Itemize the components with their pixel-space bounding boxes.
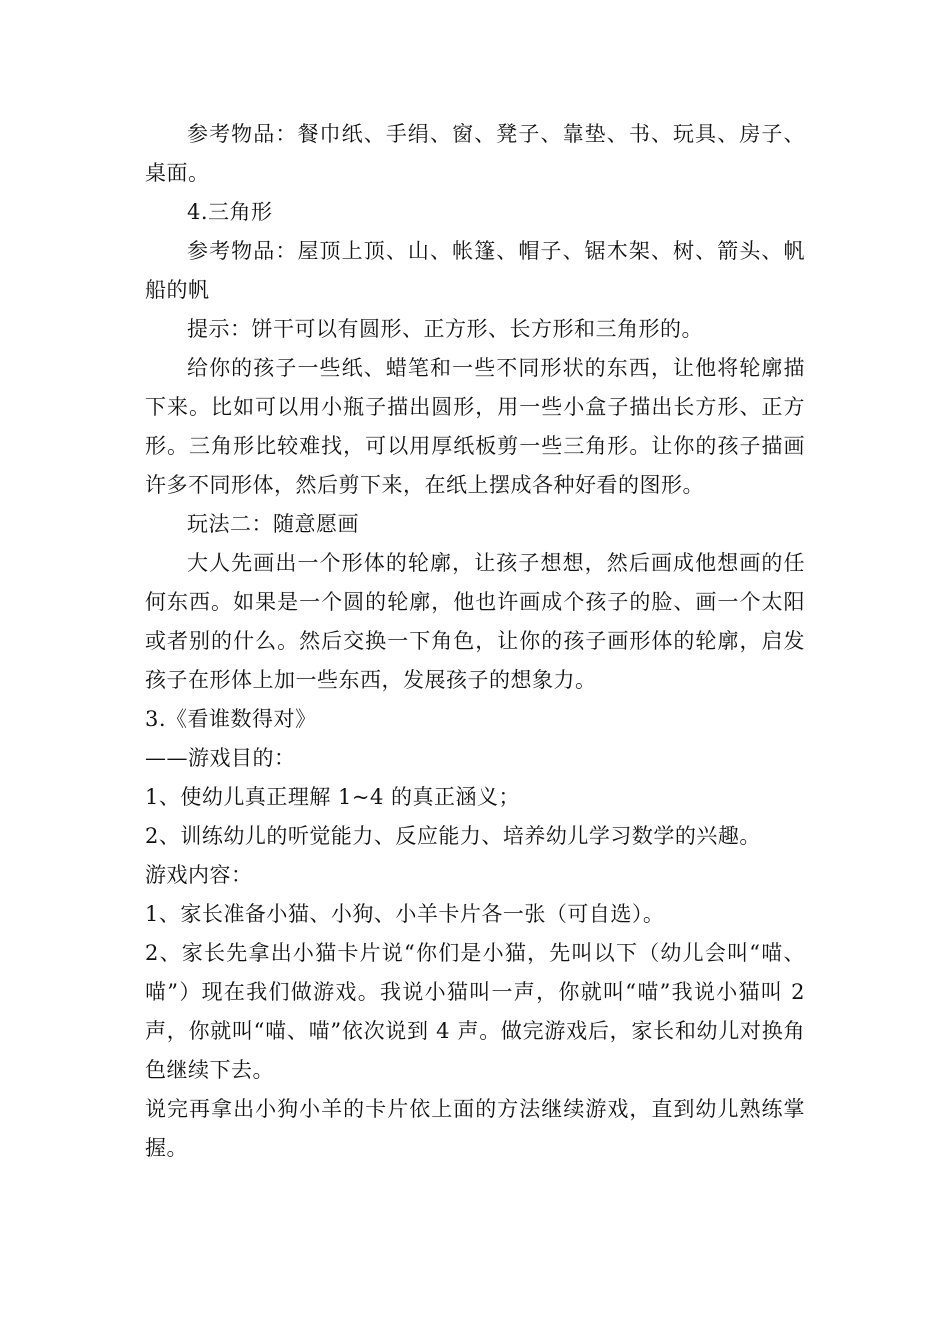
heading-triangle: 4.三角形 <box>187 200 273 224</box>
paragraph-tip: 提示：饼干可以有圆形、正方形、长方形和三角形的。 <box>187 317 703 341</box>
paragraph-continue-game: 说完再拿出小狗小羊的卡片依上面的方法继续游戏，直到幼儿熟练掌握。 <box>145 1097 805 1160</box>
list-item-content-1: 1、家长准备小猫、小狗、小羊卡片各一张（可自选）。 <box>145 902 665 926</box>
paragraph-free-drawing: 大人先画出一个形体的轮廓，让孩子想想，然后画成他想画的任何东西。如果是一个圆的轮廓，他也许画成个孩子的脸、画一个太阳或者别的什么。然后交换一下角色，让你的孩子画形体的轮廓，启发孩子在形体上加一些东西，发展孩子的想象力。 <box>145 551 805 692</box>
list-item-content-2: 2、家长先拿出小猫卡片说“你们是小猫，先叫以下（幼儿会叫“喵、喵”）现在我们做游戏。我说小猫叫一声，你就叫“喵”我说小猫叫 2 声，你就叫“喵、喵”依次说到 4 声。做完游戏后，家长和幼儿对换角色继续下去。 <box>145 941 805 1082</box>
heading-game-content: 游戏内容： <box>145 863 253 887</box>
heading-game-purpose: ——游戏目的： <box>145 746 296 770</box>
list-item-purpose-1: 1、使幼儿真正理解 1~4 的真正涵义； <box>145 785 521 809</box>
paragraph-reference-items-rectangle: 参考物品：餐巾纸、手绢、窗、凳子、靠垫、书、玩具、房子、桌面。 <box>145 122 805 185</box>
paragraph-tracing-activity: 给你的孩子一些纸、蜡笔和一些不同形状的东西，让他将轮廓描下来。比如可以用小瓶子描出圆形，用一些小盒子描出长方形、正方形。三角形比较难找，可以用厚纸板剪一些三角形。让你的孩子描画许多不同形体，然后剪下来，在纸上摆成各种好看的图形。 <box>145 356 805 497</box>
list-item-purpose-2: 2、训练幼儿的听觉能力、反应能力、培养幼儿学习数学的兴趣。 <box>145 824 761 848</box>
heading-play-method-two: 玩法二：随意愿画 <box>187 512 359 536</box>
document-body <box>145 115 805 1168</box>
paragraph-reference-items-triangle: 参考物品：屋顶上顶、山、帐篷、帽子、锯木架、树、箭头、帆船的帆 <box>145 239 805 302</box>
heading-game-three: 3.《看谁数得对》 <box>145 707 317 731</box>
